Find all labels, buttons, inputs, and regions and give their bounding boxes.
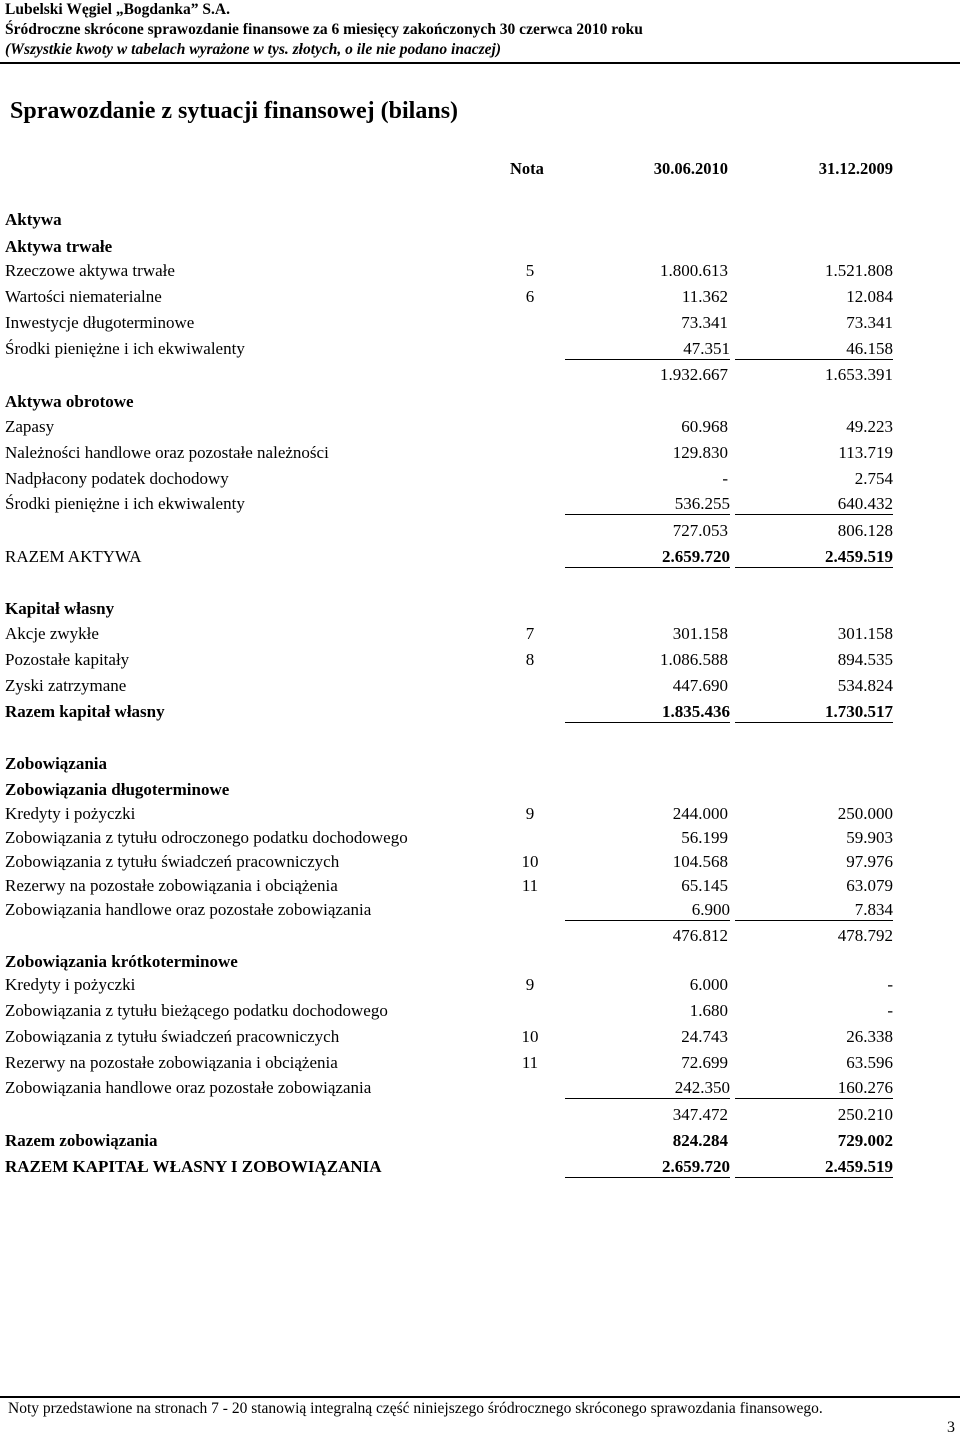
value-31-12-2009: 301.158 — [837, 624, 893, 643]
value-31-12-2009: 640.432 — [735, 492, 893, 515]
value-31-12-2009: 26.338 — [846, 1027, 893, 1046]
table-row — [0, 337, 960, 361]
value-30-06-2010: 24.743 — [681, 1027, 728, 1046]
row-nota: 11 — [521, 876, 539, 895]
value-30-06-2010: 6.900 — [565, 898, 730, 921]
value-31-12-2009: 729.002 — [837, 1131, 893, 1150]
value-30-06-2010: 2.659.720 — [565, 1155, 730, 1178]
row-label: Zobowiązania — [5, 754, 108, 773]
table-row — [0, 492, 960, 516]
table-row — [0, 950, 960, 974]
row-label: Pozostałe kapitały — [5, 650, 130, 669]
row-label: Należności handlowe oraz pozostałe należności — [5, 443, 329, 462]
value-31-12-2009: 12.084 — [846, 287, 893, 306]
value-31-12-2009: 534.824 — [837, 676, 893, 695]
row-label: Nadpłacony podatek dochodowy — [5, 469, 229, 488]
row-label: Wartości niematerialne — [5, 287, 162, 306]
table-row — [0, 1155, 960, 1179]
row-label: Inwestycje długoterminowe — [5, 313, 195, 332]
table-row — [0, 259, 960, 283]
document-header — [5, 0, 955, 60]
table-row — [0, 700, 960, 724]
company-name: Lubelski Węgiel „Bogdanka” S.A. — [5, 1, 230, 18]
table-row — [0, 874, 960, 898]
row-label: Zobowiązania długoterminowe — [5, 780, 230, 799]
value-30-06-2010: 824.284 — [672, 1131, 728, 1150]
value-30-06-2010: 56.199 — [681, 828, 728, 847]
row-nota: 8 — [525, 650, 535, 669]
row-nota: 10 — [521, 1027, 539, 1046]
row-label: RAZEM KAPITAŁ WŁASNY I ZOBOWIĄZANIA — [5, 1157, 382, 1176]
row-label: Zyski zatrzymane — [5, 676, 127, 695]
row-nota: 10 — [521, 852, 539, 871]
value-30-06-2010: 244.000 — [672, 804, 728, 823]
value-31-12-2009: 97.976 — [846, 852, 893, 871]
table-row — [0, 415, 960, 439]
row-label: Środki pieniężne i ich ekwiwalenty — [5, 494, 245, 513]
value-30-06-2010: 447.690 — [672, 676, 728, 695]
table-row — [0, 390, 960, 414]
row-nota: 5 — [525, 261, 535, 280]
table-row — [0, 802, 960, 826]
row-label: Zobowiązania z tytułu bieżącego podatku dochodowego — [5, 1001, 388, 1020]
row-label: Zobowiązania z tytułu odroczonego podatku dochodowego — [5, 828, 408, 847]
value-31-12-2009: 7.834 — [735, 898, 893, 921]
value-30-06-2010: 1.086.588 — [660, 650, 728, 669]
table-row — [0, 597, 960, 621]
column-header-nota: Nota — [510, 159, 544, 178]
value-31-12-2009: 46.158 — [735, 337, 893, 360]
value-31-12-2009: 63.079 — [846, 876, 893, 895]
header-divider — [0, 62, 960, 64]
row-label: Środki pieniężne i ich ekwiwalenty — [5, 339, 245, 358]
row-label: Zobowiązania krótkoterminowe — [5, 952, 238, 971]
column-header-2010: 30.06.2010 — [653, 159, 728, 178]
value-30-06-2010: 47.351 — [565, 337, 730, 360]
row-label: Razem zobowiązania — [5, 1131, 158, 1150]
footer-divider — [0, 1396, 960, 1398]
footer-note: Noty przedstawione na stronach 7 - 20 stanowią integralną część niniejszego śródrocznego skróconego sprawozdania finansowego. — [8, 1400, 823, 1417]
row-label: Kredyty i pożyczki — [5, 804, 136, 823]
table-row — [0, 1025, 960, 1049]
row-label: Kredyty i pożyczki — [5, 975, 136, 994]
value-30-06-2010: - — [722, 469, 728, 488]
table-row — [0, 208, 960, 232]
value-31-12-2009: 160.276 — [735, 1076, 893, 1099]
row-label: Razem kapitał własny — [5, 702, 165, 721]
value-30-06-2010: 60.968 — [681, 417, 728, 436]
row-label: Akcje zwykłe — [5, 624, 99, 643]
value-30-06-2010: 301.158 — [672, 624, 728, 643]
value-31-12-2009: 2.754 — [854, 469, 893, 488]
value-31-12-2009: 1.730.517 — [735, 700, 893, 723]
row-label: Aktywa obrotowe — [5, 392, 134, 411]
value-31-12-2009: 49.223 — [846, 417, 893, 436]
table-row — [0, 898, 960, 922]
row-label: RAZEM AKTYWA — [5, 547, 142, 566]
table-row — [0, 622, 960, 646]
page-title: Sprawozdanie z sytuacji finansowej (bilans) — [10, 98, 459, 124]
value-31-12-2009: 63.596 — [846, 1053, 893, 1072]
value-31-12-2009: 113.719 — [838, 443, 893, 462]
table-row — [0, 363, 960, 387]
value-30-06-2010: 1.800.613 — [660, 261, 728, 280]
row-label: Zobowiązania handlowe oraz pozostałe zobowiązania — [5, 900, 372, 919]
table-row — [0, 648, 960, 672]
row-nota: 9 — [525, 975, 535, 994]
row-label: Rezerwy na pozostałe zobowiązania i obciążenia — [5, 876, 338, 895]
row-label: Zapasy — [5, 417, 55, 436]
table-row — [0, 311, 960, 335]
value-31-12-2009: 478.792 — [837, 926, 893, 945]
row-label: Zobowiązania z tytułu świadczeń pracowniczych — [5, 852, 340, 871]
value-31-12-2009: - — [887, 975, 893, 994]
value-31-12-2009: - — [887, 1001, 893, 1020]
value-30-06-2010: 1.932.667 — [660, 365, 728, 384]
row-nota: 9 — [525, 804, 535, 823]
table-row — [0, 752, 960, 776]
value-30-06-2010: 1.680 — [689, 1001, 728, 1020]
report-title: Śródroczne skrócone sprawozdanie finansowe za 6 miesięcy zakończonych 30 czerwca 2010 roku — [5, 21, 643, 38]
value-31-12-2009: 250.210 — [837, 1105, 893, 1124]
table-row — [0, 1051, 960, 1075]
table-row — [0, 850, 960, 874]
page-number: 3 — [947, 1419, 955, 1436]
table-row — [0, 441, 960, 465]
value-31-12-2009: 2.459.519 — [735, 545, 893, 568]
table-row — [0, 1129, 960, 1153]
table-row — [0, 545, 960, 569]
row-label: Aktywa — [5, 210, 62, 229]
value-31-12-2009: 250.000 — [837, 804, 893, 823]
table-row — [0, 674, 960, 698]
row-label: Kapitał własny — [5, 599, 115, 618]
table-row — [0, 285, 960, 309]
value-30-06-2010: 11.362 — [681, 287, 728, 306]
table-row — [0, 519, 960, 543]
value-30-06-2010: 65.145 — [681, 876, 728, 895]
row-label: Zobowiązania handlowe oraz pozostałe zobowiązania — [5, 1078, 372, 1097]
table-row — [0, 1076, 960, 1100]
row-label: Rzeczowe aktywa trwałe — [5, 261, 175, 280]
table-row — [0, 778, 960, 802]
row-label: Zobowiązania z tytułu świadczeń pracowniczych — [5, 1027, 340, 1046]
row-label: Aktywa trwałe — [5, 237, 113, 256]
value-30-06-2010: 1.835.436 — [565, 700, 730, 723]
value-31-12-2009: 1.521.808 — [825, 261, 893, 280]
value-30-06-2010: 73.341 — [681, 313, 728, 332]
value-30-06-2010: 129.830 — [672, 443, 728, 462]
value-30-06-2010: 536.255 — [565, 492, 730, 515]
value-31-12-2009: 73.341 — [846, 313, 893, 332]
currency-note: (Wszystkie kwoty w tabelach wyrażone w tys. złotych, o ile nie podano inaczej) — [5, 41, 501, 58]
value-31-12-2009: 1.653.391 — [825, 365, 893, 384]
row-label: Rezerwy na pozostałe zobowiązania i obciążenia — [5, 1053, 338, 1072]
table-row — [0, 973, 960, 997]
value-30-06-2010: 347.472 — [672, 1105, 728, 1124]
table-row — [0, 235, 960, 259]
value-31-12-2009: 2.459.519 — [735, 1155, 893, 1178]
value-31-12-2009: 59.903 — [846, 828, 893, 847]
table-row — [0, 924, 960, 948]
row-nota: 7 — [525, 624, 535, 643]
value-30-06-2010: 476.812 — [672, 926, 728, 945]
value-30-06-2010: 104.568 — [672, 852, 728, 871]
column-header-2009: 31.12.2009 — [818, 159, 893, 178]
row-nota: 6 — [525, 287, 535, 306]
table-row — [0, 1103, 960, 1127]
value-30-06-2010: 727.053 — [672, 521, 728, 540]
value-30-06-2010: 2.659.720 — [565, 545, 730, 568]
table-row — [0, 999, 960, 1023]
value-31-12-2009: 894.535 — [837, 650, 893, 669]
value-30-06-2010: 72.699 — [681, 1053, 728, 1072]
table-row — [0, 826, 960, 850]
table-row — [0, 467, 960, 491]
value-31-12-2009: 806.128 — [837, 521, 893, 540]
value-30-06-2010: 242.350 — [565, 1076, 730, 1099]
value-30-06-2010: 6.000 — [689, 975, 728, 994]
row-nota: 11 — [521, 1053, 539, 1072]
